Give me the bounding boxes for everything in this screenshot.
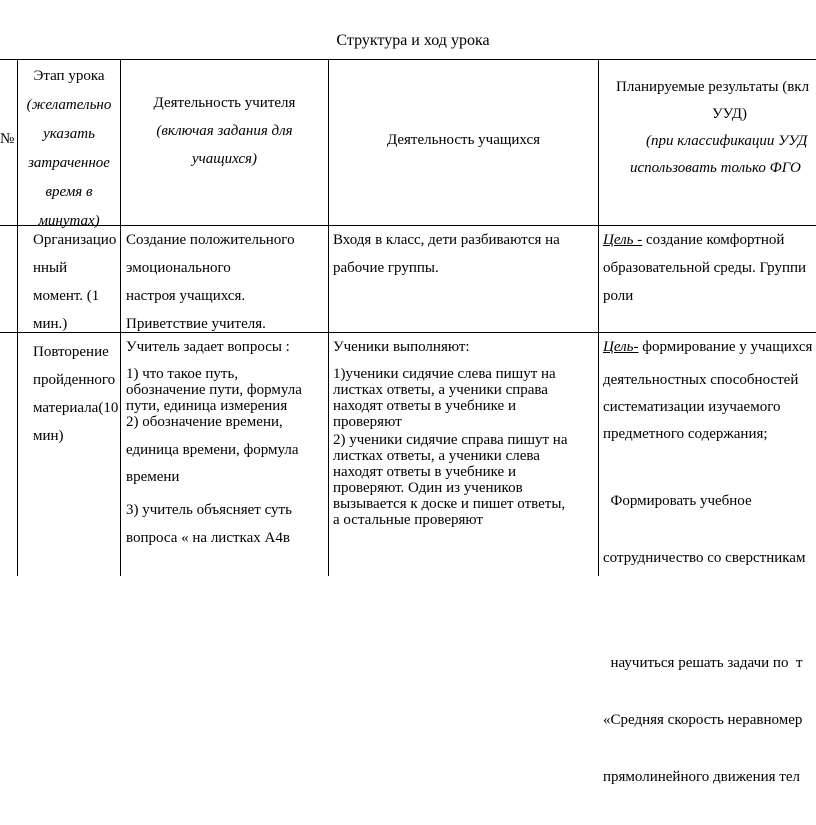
header-stage-note: минутах) <box>38 213 100 229</box>
header-results-note: использовать только ФГО <box>630 160 801 176</box>
header-stage-note: указать <box>43 126 95 142</box>
results-line: прямолинейного движения тел <box>603 769 800 785</box>
goal-label: Цель- <box>603 339 639 355</box>
results-line: сотрудничество со сверстникам <box>603 550 806 566</box>
students-line: находят ответы в учебнике и <box>333 464 516 480</box>
teacher-question-2 <box>126 437 302 491</box>
teacher-question-1 <box>126 366 302 430</box>
header-stage-note: затраченное <box>28 155 110 171</box>
teacher-line: Создание положительного <box>126 232 295 248</box>
students-line: проверяют. Один из учеников <box>333 480 523 496</box>
header-teacher-note: (включая задания для <box>156 123 293 139</box>
header-results <box>616 74 809 182</box>
table-border <box>598 59 599 576</box>
teacher-line: 3) учитель объясняет суть <box>126 502 292 518</box>
students-line: находят ответы в учебнике и <box>333 398 516 414</box>
stage-line: мин.) <box>33 316 68 332</box>
stage-line: материала(10 <box>33 400 119 416</box>
results-lines <box>603 367 812 448</box>
teacher-line: единица времени, формула <box>126 442 299 458</box>
students-part-1 <box>333 366 568 430</box>
results-goal <box>603 338 812 357</box>
stage-line: Организацио <box>33 232 117 248</box>
results-line: деятельностных способностей <box>603 372 799 388</box>
header-students: Деятельность учащихся <box>386 132 541 148</box>
teacher-line: настроя учащихся. <box>126 288 246 304</box>
header-stage-note: время в <box>45 184 93 200</box>
results-line: роли <box>603 288 634 304</box>
row1-students <box>333 226 560 282</box>
students-line: вызывается к доске и пишет ответы, <box>333 496 566 512</box>
students-line: листках ответы, а ученики справа <box>333 382 548 398</box>
stage-line: пройденного <box>33 372 116 388</box>
row2-results <box>603 338 812 825</box>
results-line: образовательной среды. Группи <box>603 260 807 276</box>
students-line: 2) ученики сидячие справа пишут на <box>333 432 568 448</box>
teacher-line: пути, единица измерения <box>126 398 288 414</box>
goal-text: формирование у учащихся <box>638 339 813 355</box>
stage-line: Повторение <box>33 344 109 360</box>
row1-results <box>603 226 806 310</box>
row1-stage <box>33 226 116 338</box>
results-line: «Средняя скорость неравномер <box>603 712 803 728</box>
page-title: Структура и ход урока <box>336 32 490 49</box>
teacher-line: вопроса « на листках А4в <box>126 530 290 546</box>
header-results-note: (при классификации УУД <box>646 133 808 149</box>
results-learn <box>603 616 812 825</box>
teacher-line: времени <box>126 469 180 485</box>
header-stage <box>18 62 120 236</box>
students-line: Входя в класс, дети разбиваются на <box>333 232 560 248</box>
teacher-line: Приветствие учителя. <box>126 316 266 332</box>
header-num: № <box>0 131 15 147</box>
students-line: листках ответы, а ученики слева <box>333 448 540 464</box>
row2-students <box>333 338 568 528</box>
header-results-label: Планируемые результаты (вкл <box>616 79 810 95</box>
results-line: систематизации изучаемого <box>603 399 781 415</box>
teacher-question-3 <box>126 496 302 552</box>
row2-stage <box>33 338 118 450</box>
teacher-line: 2) обозначение времени, <box>126 414 283 430</box>
teacher-line: Учитель задает вопросы : <box>126 339 290 355</box>
results-form <box>603 454 812 606</box>
results-goal <box>603 226 806 254</box>
teacher-line: эмоционального <box>126 260 231 276</box>
students-part-2 <box>333 432 568 528</box>
stage-line: нный <box>33 260 68 276</box>
row2-teacher <box>126 338 302 552</box>
stage-line: мин) <box>33 428 64 444</box>
results-line: Формировать учебное <box>603 493 752 509</box>
teacher-line: 1) что такое путь, <box>126 366 239 382</box>
header-teacher-label: Деятельность учителя <box>153 95 296 111</box>
header-results-label: УУД) <box>712 106 747 122</box>
students-line: рабочие группы. <box>333 260 439 276</box>
header-teacher-note: учащихся) <box>191 151 258 167</box>
stage-line: момент. (1 <box>33 288 100 304</box>
table-border <box>0 332 816 333</box>
teacher-line: обозначение пути, формула <box>126 382 302 398</box>
students-line: Ученики выполняют: <box>333 339 470 355</box>
results-line: предметного содержания; <box>603 426 768 442</box>
row1-teacher <box>126 226 295 338</box>
header-stage-note: (желательно <box>26 97 112 113</box>
header-teacher <box>121 89 328 173</box>
goal-label: Цель - <box>603 232 643 248</box>
students-line: а остальные проверяют <box>333 512 483 528</box>
table-border <box>0 59 816 60</box>
students-line: проверяют <box>333 414 402 430</box>
header-stage-label: Этап урока <box>33 68 105 84</box>
goal-text: создание комфортной <box>642 232 785 248</box>
results-line: научиться решать задачи по т <box>603 655 803 671</box>
students-line: 1)ученики сидячие слева пишут на <box>333 366 556 382</box>
